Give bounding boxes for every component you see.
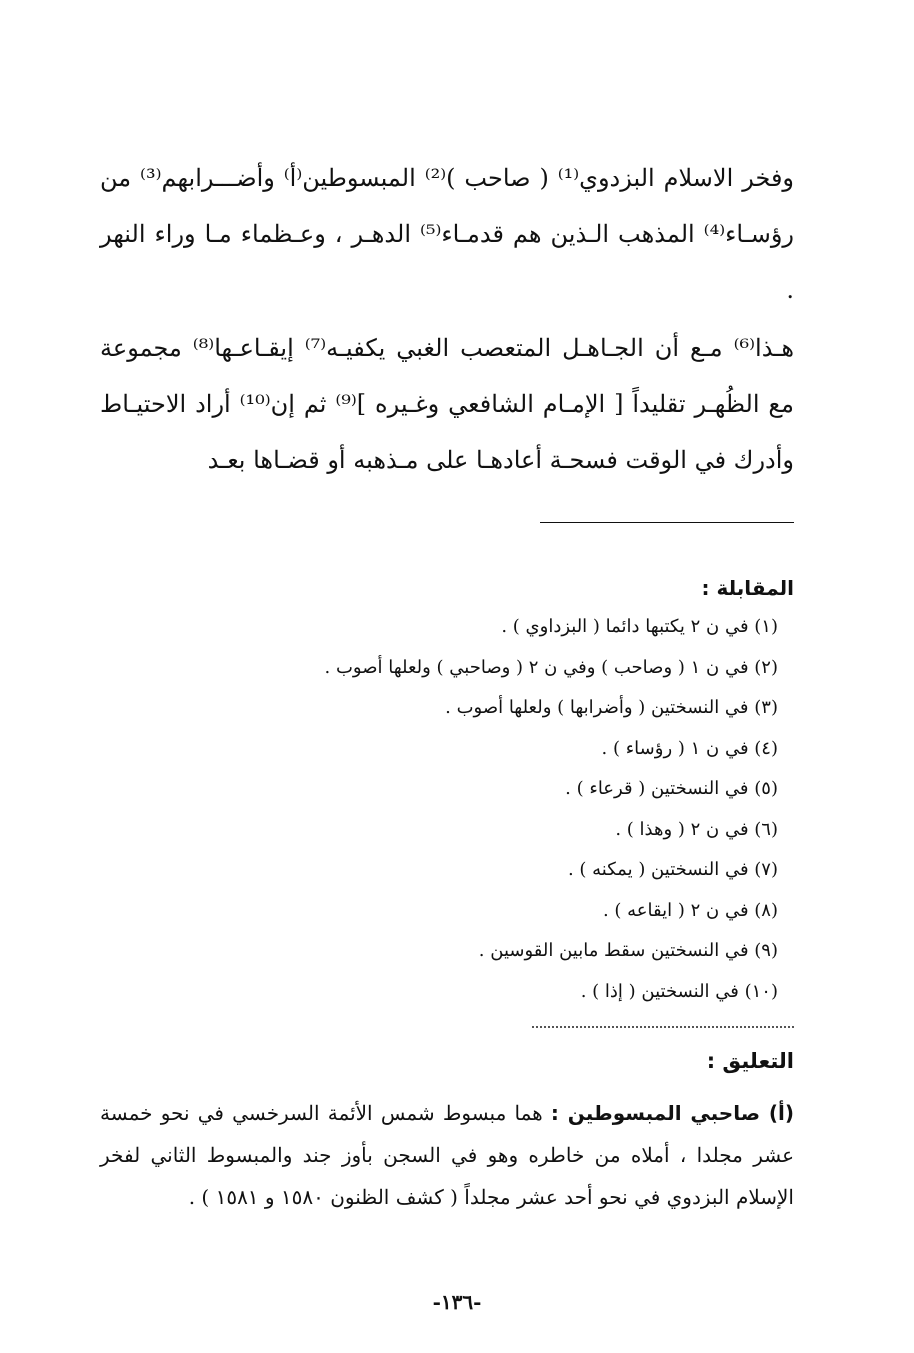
- list-item: (٧) في النسختين ( يمكنه ) .: [567, 859, 778, 880]
- list-item: (٩) في النسختين سقط مابين القوسين .: [478, 940, 778, 961]
- list-item: (١) في ن ٢ يكتبها دائما ( البزداوي ) .: [501, 616, 778, 637]
- body-paragraph-2: هـذا⁽⁶⁾ مـع أن الجـاهـل المتعصب الغبي يكفيـه⁽⁷⁾ إيقـاعـها⁽⁸⁾ مجموعة مع الظُهـر تقليداً [ الإمـام الشافعي وغـيره ]⁽⁹⁾ ثم إن⁽¹⁰⁾ أراد الاحتيـاط وأدرك في الوقت فسحـة أعادهـا على مـذهبه أو قضـاها بعـد: [100, 334, 795, 474]
- list-item: (٨) في ن ٢ ( ايقاعه ) .: [602, 899, 778, 921]
- muqabala-heading: المقابلة :: [701, 576, 794, 600]
- list-item: (٣) في النسختين ( وأضرابها ) ولعلها أصوب .: [445, 697, 778, 718]
- taliq-paragraph: [100, 1092, 794, 1218]
- list-item: (٥) في النسختين ( قرعاء ) .: [565, 778, 778, 799]
- dotted-separator: [532, 1026, 794, 1028]
- body-paragraph-1: وفخر الاسلام البزدوي⁽¹⁾ ( صاحب )⁽²⁾ المبسوطين⁽أ⁾ وأضـــرابهم⁽³⁾ من رؤسـاء⁽⁴⁾ المذهب الـذين هم قدمـاء⁽⁵⁾ الدهـر ، وعـظماء مـا وراء النهر .: [100, 164, 794, 304]
- muqabala-notes: [100, 607, 794, 1012]
- page-content: [100, 150, 794, 1218]
- taliq-heading: التعليق :: [706, 1049, 794, 1073]
- list-item: (٢) في ن ١ ( وصاحب ) وفي ن ٢ ( وصاحبي ) ولعلها أصوب .: [324, 656, 778, 678]
- list-item: (٦) في ن ٢ ( وهذا ) .: [615, 818, 778, 840]
- list-item: (١٠) في النسختين ( إذا ) .: [580, 980, 778, 1002]
- page-number: -١٣٦-: [432, 1290, 482, 1314]
- taliq-label: (أ) صاحبي المبسوطين :: [550, 1101, 794, 1125]
- footnote-separator: [540, 522, 794, 523]
- taliq-text: هما مبسوط شمس الأئمة السرخسي في نحو خمسة عشر مجلدا ، أملاه من خاطره وهو في السجن بأوز جند والمبسوط الثاني لفخر الإسلام البزدوي في نحو أحد عشر مجلداً ( كشف الظنون ١٥٨٠ و ١٥٨١ ) .: [100, 1101, 794, 1209]
- list-item: (٤) في ن ١ ( رؤساء ) .: [601, 737, 778, 759]
